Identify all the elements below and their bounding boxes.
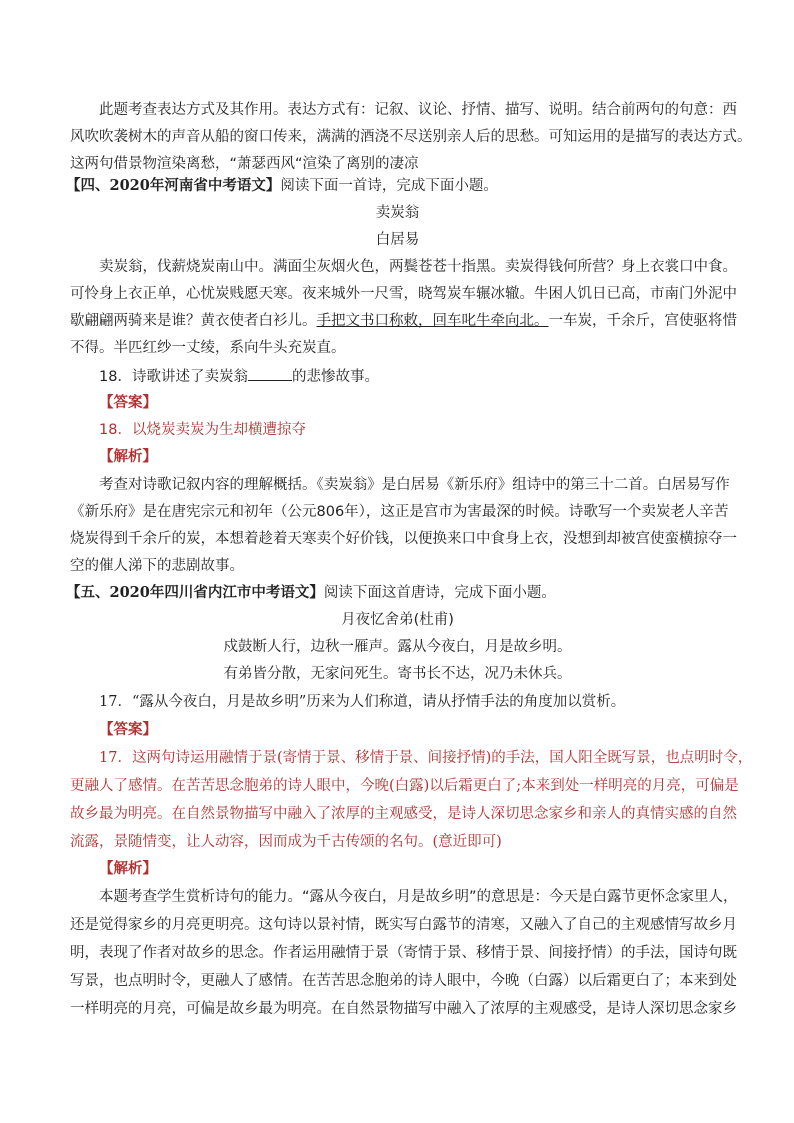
poem-2-title: 月夜忆舍弟(杜甫) [341,612,454,628]
answer-label-4: 【答案】 [99,395,157,411]
poem-line-3b: 一车炭，千余斤，宫使驱将惜 [548,313,737,329]
section-4-source: 【四、2020年河南省中考语文】 [66,177,281,194]
analysis-5-line-2: 还是觉得家乡的月亮更明亮。这句诗以景衬情，既实写白露节的清寒，又融入了自己的主观感情写故乡月 [70,917,737,933]
answer-18: 18．以烧炭卖炭为生却横遭掠夺 [99,422,306,438]
answer-17-line-3: 故乡最为明亮。在自然景物描写中融入了浓厚的主观感受，是诗人深切思念家乡和亲人的真情实感的自然 [70,806,737,822]
question-18-text: 18．诗歌讲述了卖炭翁 [99,369,248,385]
analysis-5-line-3: 明，表现了作者对故乡的思念。作者运用融情于景（寄情于景、移情于景、间接抒情）的手法，国诗句既 [70,945,737,961]
poem-line-2: 可怜身上衣正单，心忧炭贱愿天寒。夜来城外一尺雪，晓驾炭车辗冰辙。牛困人饥日已高，市南门外泥中 [70,286,737,302]
analysis-4-line-1: 考查对诗歌记叙内容的理解概括。《卖炭翁》是白居易《新乐府》组诗中的第三十二首。白居易写作 [99,477,730,493]
analysis-4-line-4: 空的催人涕下的悲剧故事。 [70,558,244,574]
poem-line-3 [70,311,737,331]
section-5-header [66,583,721,603]
analysis-5-line-5: 一样明亮的月亮，可偏是故乡最为明亮。在自然景物描写中融入了浓厚的主观感受，是诗人深切思念家乡 [70,1001,737,1017]
analysis-4-line-3: 烧炭得到千余斤的炭，本想着趁着天寒卖个好价钱，以便换来口中食身上衣，没想到却被宫使蛮横掠夺一 [70,531,737,547]
poem-title: 卖炭翁 [375,205,420,221]
poem-line-3a: 歇翩翩两骑来是谁？黄衣使者白衫儿。 [70,313,317,329]
poem-author: 白居易 [375,232,420,248]
analysis-label-4: 【解析】 [99,449,157,465]
question-17: 17．“露从今夜白，月是故乡明”历来为人们称道，请从抒情手法的角度加以赏析。 [99,694,626,710]
analysis-5-line-1: 本题考查学生赏析诗句的能力。“露从今夜白，月是故乡明”的意思是：今天是白露节更怀念家里人， [99,889,738,905]
question-18-tail: 的悲惨故事。 [291,369,379,385]
intro-line-3: 这两句借景物渲染离愁，“萧瑟西风“渲染了离别的凄凉 [70,156,419,172]
section-5-source: 【五、2020年四川省内江市中考语文】 [66,584,324,601]
analysis-5-line-4: 写景，也点明时令，更融人了感情。在苦苦思念胞弟的诗人眼中，今晚（白露）以后霜更白了；本来到处 [70,973,737,989]
poem-2-line-1: 戍鼓断人行，边秋一雁声。露从今夜白，月是故乡明。 [223,639,572,655]
answer-17-line-4: 流露，景随情变，让人动容，因而成为千古传颂的名句。(意近即可) [70,834,502,850]
section-5-instruction: 阅读下面这首唐诗，完成下面小题。 [323,585,556,601]
answer-blank [248,366,292,381]
analysis-label-5: 【解析】 [99,861,157,877]
section-4-header [66,176,721,196]
intro-line-2: 风吹吹袭树木的声音从船的窗口传来，满满的酒浇不尽送别亲人后的思愁。可知运用的是描写的表达方式。 [70,129,752,145]
section-4-instruction: 阅读下面一首诗，完成下面小题。 [280,178,498,194]
poem-line-4: 不得。半匹红纱一丈绫，系向牛头充炭直。 [70,340,346,356]
answer-17-line-1: 17．这两句诗运用融情于景(寄情于景、移情于景、间接抒情)的手法，国人阳全既写景，也点明时令， [99,750,753,766]
intro-line-1: 此题考查表达方式及其作用。表达方式有：记叙、议论、抒情、描写、说明。结合前两句的句意：西 [99,102,737,118]
analysis-4-line-2: 《新乐府》是在唐宪宗元和初年（公元806年），这正是宫市为害最深的时候。诗歌写一个卖炭老人辛苦 [70,504,729,520]
poem-2-line-2: 有弟皆分散，无家问死生。寄书长不达，况乃未休兵。 [223,666,572,682]
answer-17-line-2: 更融人了感情。在苦苦思念胞弟的诗人眼中，今晚(白露)以后霜更白了;本来到处一样明亮的月亮，可偏是 [70,778,739,794]
question-18 [70,366,725,387]
poem-underlined-line: 手把文书口称敕，回车叱牛牵向北。 [316,313,549,329]
answer-label-5: 【答案】 [99,722,157,738]
poem-line-1: 卖炭翁，伐薪烧炭南山中。满面尘灰烟火色，两鬓苍苍十指黑。卖炭得钱何所营？身上衣裳口中食。 [99,259,737,275]
